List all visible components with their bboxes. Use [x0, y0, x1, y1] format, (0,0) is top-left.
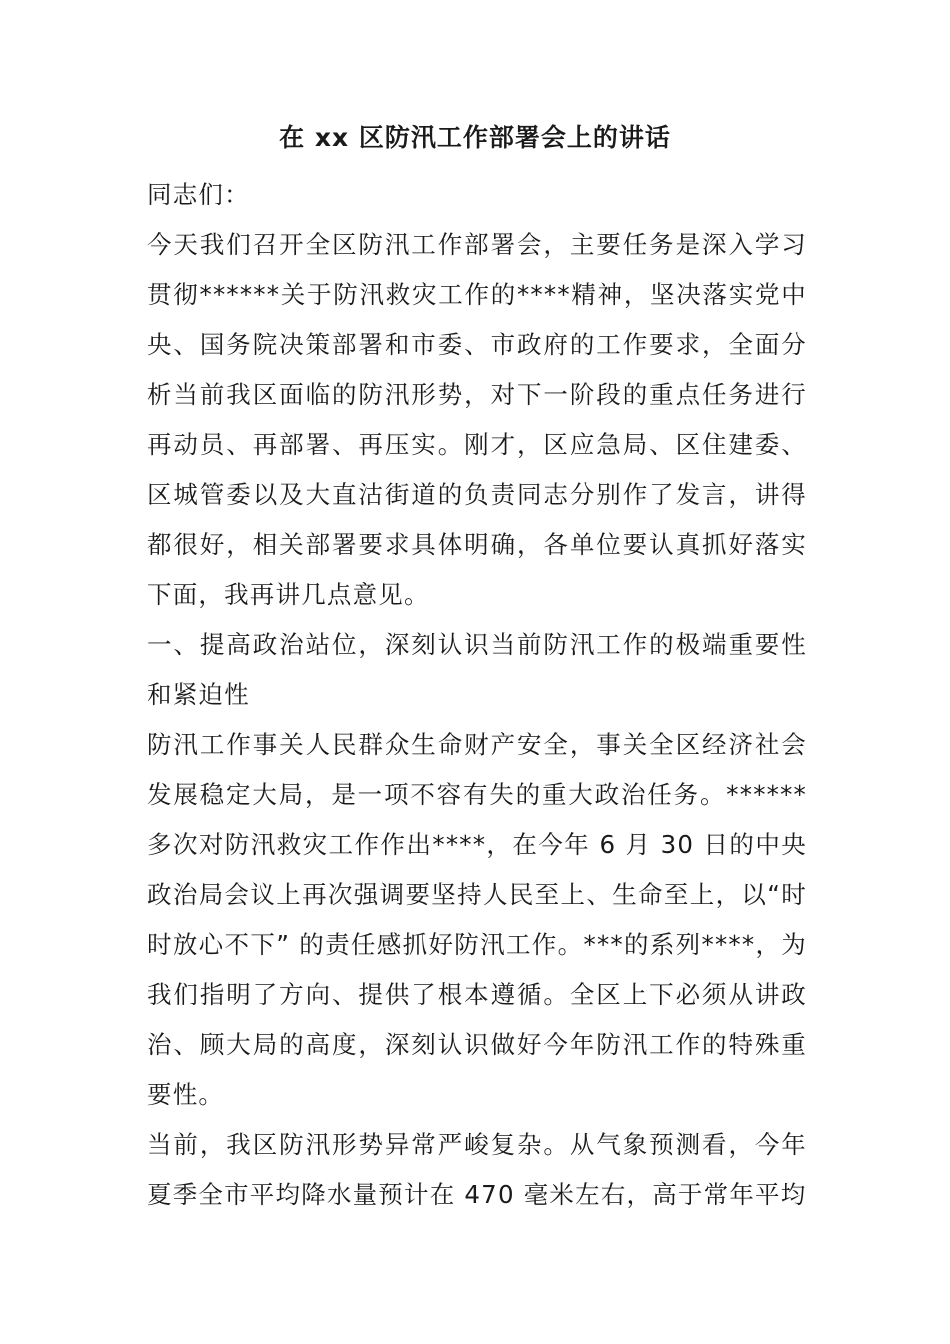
paragraph-text: 防汛工作事关人民群众生命财产安全，事关全区经济社会发展稳定大局，是一项不容有失的重大政治任务。******多次对防汛救灾工作作出****，在今年 6 月 30 日的中央政治局会议上再次强调要坚持人民至上、生命至上，以“时时放心不下” 的责任感抓好防汛工作。***的系列****，为我们指明了方向、提供了根本遵循。全区上下必须从讲政治、顾大局的高度，深刻认识做好今年防汛工作的特殊重要性。 — [147, 730, 807, 1109]
paragraph-opening — [147, 220, 807, 620]
paragraph-importance — [147, 720, 807, 1120]
paragraph-text: 当前，我区防汛形势异常严峻复杂。从气象预测看，今年夏季全市平均降水量预计在 470 毫米左右，高于常年平均 — [147, 1130, 807, 1209]
paragraph-situation — [147, 1120, 807, 1220]
document-title: 在 xx 区防汛工作部署会上的讲话 — [279, 123, 671, 152]
section-heading-text: 一、提高政治站位，深刻认识当前防汛工作的极端重要性和紧迫性 — [147, 630, 807, 709]
salutation — [147, 170, 807, 220]
salutation-text: 同志们： — [147, 180, 250, 209]
section-heading-1 — [147, 620, 807, 720]
paragraph-text: 今天我们召开全区防汛工作部署会，主要任务是深入学习贯彻******关于防汛救灾工作的****精神，坚决落实党中央、国务院决策部署和市委、市政府的工作要求，全面分析当前我区面临的防汛形势，对下一阶段的重点任务进行再动员、再部署、再压实。刚才，区应急局、区住建委、区城管委以及大直沽街道的负责同志分别作了发言，讲得都很好，相关部署要求具体明确，各单位要认真抓好落实下面，我再讲几点意见。 — [147, 230, 807, 609]
